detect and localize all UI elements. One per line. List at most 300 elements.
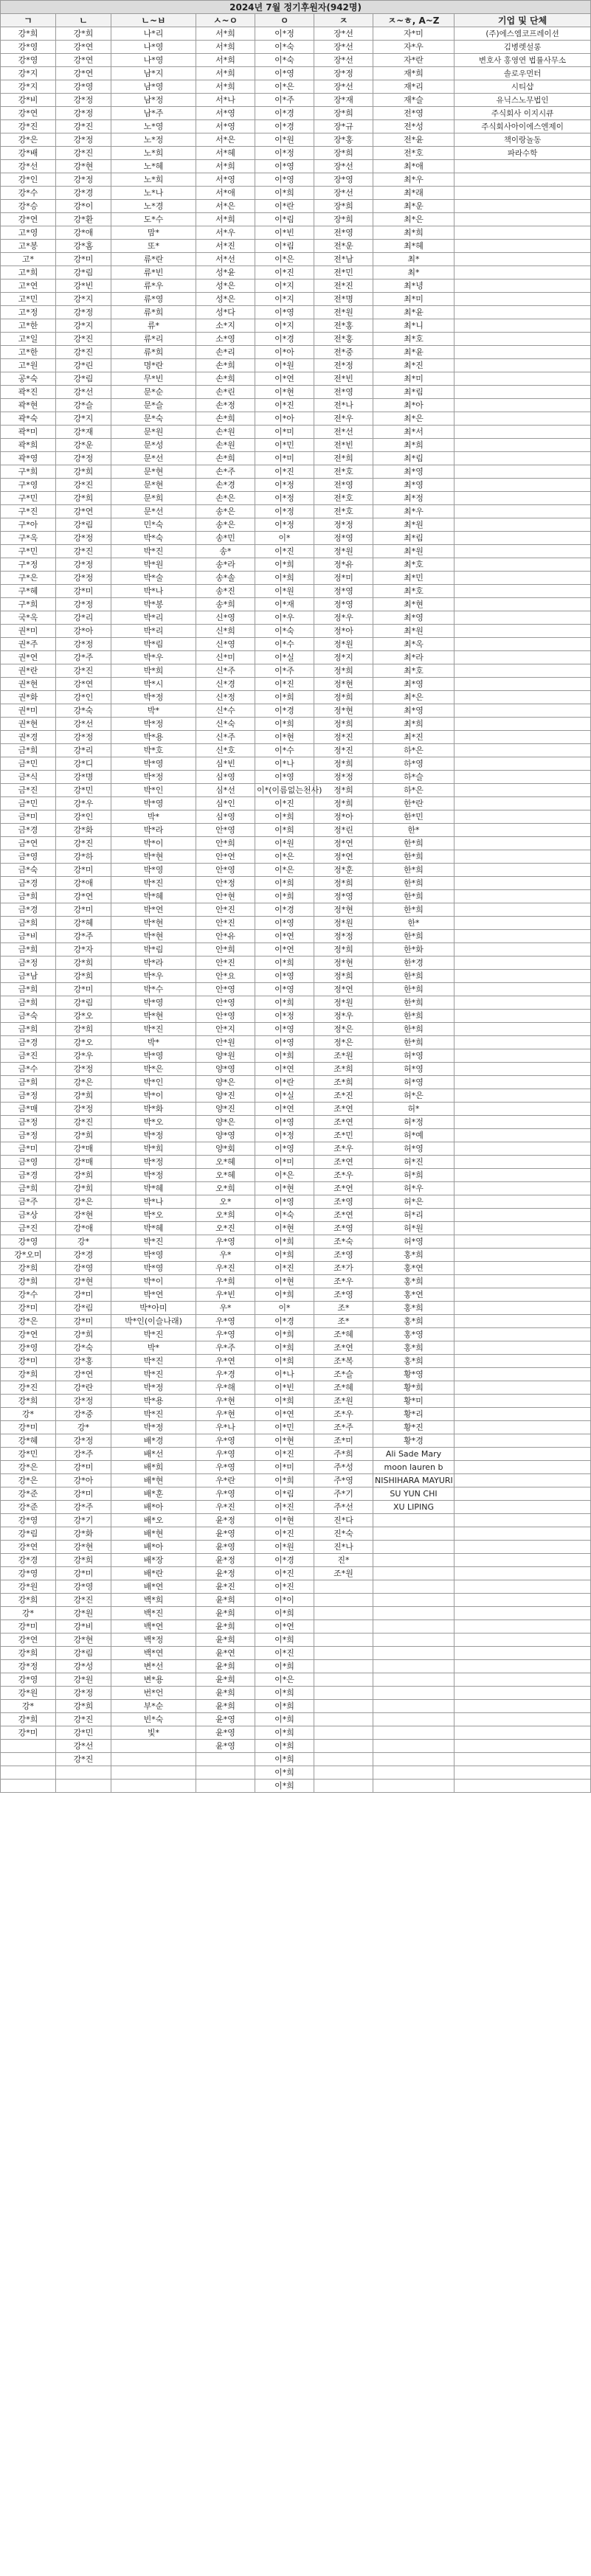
donor-name-cell: 이*희	[255, 1687, 314, 1700]
donor-name-cell: 이*지	[255, 293, 314, 306]
donor-name-cell: 금*식	[1, 771, 56, 784]
table-row	[1, 1474, 591, 1487]
donor-name-cell	[111, 1780, 196, 1793]
donor-name-cell: 강*림	[1, 1527, 56, 1541]
donor-name-cell: 정*현	[314, 903, 373, 917]
table-row	[1, 1142, 591, 1156]
donor-name-cell: 류*리	[111, 333, 196, 346]
organization-cell	[455, 1487, 591, 1501]
donor-name-cell: 강*연	[56, 890, 111, 903]
organization-cell	[455, 1341, 591, 1355]
donor-name-cell: 강*지	[1, 67, 56, 80]
donor-name-cell: 정*훈	[314, 864, 373, 877]
donor-name-cell: 금*경	[1, 877, 56, 890]
donor-name-cell: 강*연	[56, 67, 111, 80]
donor-name-cell: 정*영	[314, 585, 373, 598]
donor-name-cell: 정*정	[314, 930, 373, 943]
donor-name-cell: 손*원	[196, 426, 255, 439]
organization-cell: 주식회사 이지시큐	[455, 107, 591, 120]
donor-name-cell: 강*희	[56, 1023, 111, 1036]
table-row	[1, 1620, 591, 1634]
donor-name-cell: 강*우	[56, 797, 111, 810]
donor-name-cell: 금*영	[1, 850, 56, 864]
donor-name-cell: 강*명	[56, 771, 111, 784]
donor-name-cell: 조*슬	[314, 1368, 373, 1381]
donor-name-cell: 윤*영	[196, 1541, 255, 1554]
donor-name-cell: 강*연	[56, 41, 111, 54]
donor-name-cell: 오*	[196, 1195, 255, 1209]
donor-name-cell: 남*주	[111, 107, 196, 120]
donor-name-cell: 박*희	[111, 664, 196, 678]
donor-name-cell: 한*희	[373, 877, 455, 890]
donor-name-cell: 이*주	[255, 94, 314, 107]
donor-name-cell: 이*영	[255, 917, 314, 930]
donor-name-cell: 백*희	[111, 1594, 196, 1607]
donor-name-cell: 양*진	[196, 1103, 255, 1116]
donor-name-cell: 남*영	[111, 80, 196, 94]
organization-cell	[455, 1142, 591, 1156]
organization-cell	[455, 757, 591, 771]
donor-name-cell: 조*영	[314, 1195, 373, 1209]
organization-cell	[455, 903, 591, 917]
donor-name-cell: 허*영	[373, 1076, 455, 1089]
donor-name-cell: 강*영	[1, 41, 56, 54]
donor-name-cell: 강*정	[56, 133, 111, 147]
donor-name-cell: 이*희	[255, 1700, 314, 1713]
donor-name-cell: 안*진	[196, 957, 255, 970]
donor-name-cell: 황*리	[373, 1408, 455, 1421]
donor-name-cell: 우*영	[196, 1448, 255, 1461]
donor-name-cell: 이*희	[255, 1474, 314, 1487]
organization-cell	[455, 1448, 591, 1461]
donor-name-cell: 강*희	[56, 957, 111, 970]
donor-name-cell: 최*미	[373, 293, 455, 306]
donor-name-cell: 강*진	[56, 545, 111, 558]
donor-name-cell: 강*정	[56, 1103, 111, 1116]
donor-name-cell: 안*지	[196, 1023, 255, 1036]
donor-name-cell: 윤*희	[196, 1594, 255, 1607]
table-row	[1, 359, 591, 372]
donor-name-cell: 문*슬	[111, 399, 196, 412]
donor-name-cell: 우*란	[196, 1474, 255, 1487]
donor-name-cell: 최*우	[373, 505, 455, 518]
donor-name-cell: 전*호	[314, 465, 373, 479]
donor-name-cell: 곽*영	[1, 452, 56, 465]
donor-name-cell: 강*연	[56, 678, 111, 691]
donor-name-cell: 진*	[314, 1554, 373, 1567]
donor-name-cell: 박*아미	[111, 1302, 196, 1315]
donor-name-cell: 윤*희	[196, 1620, 255, 1634]
donor-name-cell: 이*영	[255, 771, 314, 784]
donor-name-cell: 한*희	[373, 890, 455, 903]
donor-name-cell: 홍*희	[373, 1249, 455, 1262]
table-row	[1, 319, 591, 333]
table-row	[1, 532, 591, 545]
donor-name-cell: 백*정	[111, 1634, 196, 1647]
donor-name-cell: 이*희	[255, 1235, 314, 1249]
donor-name-cell: 강*환	[56, 213, 111, 226]
table-row	[1, 1156, 591, 1169]
donor-name-cell: 이*희	[255, 1395, 314, 1408]
donor-name-cell: 한*희	[373, 930, 455, 943]
donor-name-cell: 허*예	[373, 1129, 455, 1142]
donor-name-cell: 강*미	[56, 1487, 111, 1501]
donor-name-cell: 한*희	[373, 864, 455, 877]
organization-cell	[455, 386, 591, 399]
organization-cell	[455, 651, 591, 664]
donor-name-cell: 이*희	[255, 1726, 314, 1740]
donor-name-cell: 강*주	[56, 1448, 111, 1461]
organization-cell	[455, 1222, 591, 1235]
organization-cell	[455, 253, 591, 266]
organization-cell	[455, 731, 591, 744]
donor-name-cell: 류*희	[111, 346, 196, 359]
organization-cell	[455, 1554, 591, 1567]
donor-name-cell: 서*은	[196, 200, 255, 213]
table-row	[1, 27, 591, 41]
donor-name-cell: 장*희	[314, 107, 373, 120]
donor-name-cell: 이*현	[255, 386, 314, 399]
column-header: 기업 및 단체	[455, 14, 591, 27]
donor-name-cell: 최*원	[373, 545, 455, 558]
donor-name-cell: 고*영	[1, 226, 56, 240]
donor-name-cell: 안*영	[196, 824, 255, 837]
donor-name-cell: 전*영	[314, 226, 373, 240]
donor-name-cell: 우*영	[196, 1328, 255, 1341]
donor-name-cell: 명*란	[111, 359, 196, 372]
table-row	[1, 120, 591, 133]
donor-name-cell: 서*희	[196, 160, 255, 173]
organization-cell	[455, 1434, 591, 1448]
donor-name-cell: 강*매	[56, 1156, 111, 1169]
donor-name-cell: 안*연	[196, 850, 255, 864]
donor-name-cell: 우*진	[196, 1262, 255, 1275]
donor-name-cell: 강*비	[56, 1620, 111, 1634]
donor-name-cell: 최*애	[373, 160, 455, 173]
donor-name-cell: 조*우	[314, 1275, 373, 1288]
donor-name-cell	[314, 1673, 373, 1687]
donor-name-cell: 윤*희	[196, 1634, 255, 1647]
donor-name-cell: 이*정	[255, 1010, 314, 1023]
donor-name-cell: 소*지	[196, 319, 255, 333]
donor-name-cell: 이*은	[255, 1673, 314, 1687]
donor-name-cell: 류*	[111, 319, 196, 333]
donor-name-cell: 우*주	[196, 1341, 255, 1355]
donor-name-cell: 자*우	[373, 41, 455, 54]
column-header: ㄱ	[1, 14, 56, 27]
table-row	[1, 306, 591, 319]
table-row	[1, 890, 591, 903]
table-row	[1, 160, 591, 173]
donor-name-cell: 안*영	[196, 864, 255, 877]
donor-name-cell: 이*숙	[255, 41, 314, 54]
donor-name-cell: 강*혜	[1, 1434, 56, 1448]
table-row	[1, 133, 591, 147]
donor-name-cell: 번*언	[111, 1687, 196, 1700]
donor-name-cell: 무*빈	[111, 372, 196, 386]
donor-name-cell: 금*숙	[1, 1010, 56, 1023]
table-row	[1, 837, 591, 850]
donor-name-cell	[314, 1766, 373, 1780]
donor-name-cell: 장*규	[314, 120, 373, 133]
donor-name-cell: 강*민	[56, 784, 111, 797]
table-row	[1, 850, 591, 864]
organization-cell	[455, 492, 591, 505]
donor-name-cell: 이*진	[255, 465, 314, 479]
table-row	[1, 877, 591, 890]
donor-name-cell: 강*승	[1, 200, 56, 213]
donor-name-cell: 최*혜	[373, 240, 455, 253]
donor-name-cell: 강*지	[56, 319, 111, 333]
donor-name-cell: 박*현	[111, 850, 196, 864]
table-row	[1, 226, 591, 240]
donor-name-cell	[373, 1527, 455, 1541]
organization-cell	[455, 1594, 591, 1607]
donor-name-cell: 전*빈	[314, 439, 373, 452]
donor-name-cell: 강*인	[1, 173, 56, 187]
donor-name-cell: 이*원	[255, 837, 314, 850]
donor-name-cell: 이*정	[255, 479, 314, 492]
donor-name-cell: 노*희	[111, 173, 196, 187]
table-row	[1, 1116, 591, 1129]
organization-cell	[455, 1010, 591, 1023]
donor-name-cell: 허*진	[373, 1156, 455, 1169]
donor-name-cell: 강*애	[56, 226, 111, 240]
organization-cell	[455, 1527, 591, 1541]
donor-name-cell: 금*미	[1, 1142, 56, 1156]
donor-name-cell: 문*현	[111, 479, 196, 492]
donor-name-cell: 강*진	[56, 1713, 111, 1726]
donor-name-cell: 강*영	[56, 1580, 111, 1594]
donor-name-cell: 이*란	[255, 1076, 314, 1089]
donor-name-cell: 박*진	[111, 1368, 196, 1381]
donor-name-cell: 박*라	[111, 824, 196, 837]
table-row	[1, 280, 591, 293]
donor-name-cell: 이*희	[255, 877, 314, 890]
donor-name-cell	[1, 1780, 56, 1793]
organization-cell	[455, 1328, 591, 1341]
donor-name-cell: 이*은	[255, 850, 314, 864]
donor-name-cell	[373, 1780, 455, 1793]
donor-name-cell: 강*미	[56, 1567, 111, 1580]
donor-name-cell: 강*림	[56, 1647, 111, 1660]
organization-cell	[455, 1673, 591, 1687]
donor-name-cell: 전*영	[373, 107, 455, 120]
donor-name-cell: 이*희	[255, 1607, 314, 1620]
donor-name-cell: 박*림	[111, 943, 196, 957]
donor-name-cell	[373, 1753, 455, 1766]
donor-name-cell: 박*현	[111, 930, 196, 943]
table-row	[1, 253, 591, 266]
donor-name-cell: 강*연	[56, 54, 111, 67]
donor-name-cell: 윤*영	[196, 1527, 255, 1541]
table-row	[1, 333, 591, 346]
donor-name-cell: 최*진	[373, 731, 455, 744]
organization-cell	[455, 1514, 591, 1527]
donor-name-cell: 빛*	[111, 1726, 196, 1740]
organization-cell	[455, 1129, 591, 1142]
column-header: ㅇ	[255, 14, 314, 27]
donor-name-cell	[314, 1753, 373, 1766]
donor-name-cell: 나*리	[111, 27, 196, 41]
table-row	[1, 293, 591, 306]
donor-name-cell: 허*	[373, 1103, 455, 1116]
organization-cell	[455, 1687, 591, 1700]
donor-name-cell: 강*희	[1, 1368, 56, 1381]
donor-name-cell: 강*미	[56, 585, 111, 598]
donor-name-cell: 박*영	[111, 797, 196, 810]
donor-name-cell: 안*진	[196, 903, 255, 917]
donor-name-cell: 윤*영	[196, 1740, 255, 1753]
donor-name-cell: 이*미	[255, 426, 314, 439]
donor-name-cell: 이*진	[255, 1580, 314, 1594]
donor-name-cell: 허*영	[373, 1049, 455, 1063]
donor-name-cell: 송*	[196, 545, 255, 558]
donor-name-cell: 재*슬	[373, 94, 455, 107]
table-row	[1, 917, 591, 930]
organization-cell	[455, 1315, 591, 1328]
donor-name-cell: 금*희	[1, 943, 56, 957]
donor-name-cell: 최*옥	[373, 638, 455, 651]
donor-name-cell: 강*정	[56, 1063, 111, 1076]
donor-name-cell: 강*재	[56, 426, 111, 439]
table-row	[1, 983, 591, 996]
donor-name-cell: 이*희	[255, 572, 314, 585]
table-row	[1, 1169, 591, 1182]
table-row	[1, 1275, 591, 1288]
donor-name-cell: 서*혜	[196, 147, 255, 160]
donor-name-cell	[314, 1607, 373, 1620]
donor-name-cell: 정*현	[314, 678, 373, 691]
donor-name-cell: 박*은	[111, 1063, 196, 1076]
donor-name-cell: 조*진	[314, 1089, 373, 1103]
table-row	[1, 1514, 591, 1527]
donor-name-cell: 배*현	[111, 1474, 196, 1487]
donor-name-cell: 강*진	[56, 479, 111, 492]
donor-name-cell: 손*은	[196, 492, 255, 505]
donor-name-cell: 신*수	[196, 704, 255, 718]
donor-name-cell: 강*주	[56, 930, 111, 943]
organization-cell	[455, 426, 591, 439]
donor-name-cell: 강*영	[1, 1235, 56, 1249]
donor-name-cell: 강*정	[56, 1434, 111, 1448]
donor-name-cell: 한*	[373, 917, 455, 930]
donor-name-cell: 국*옥	[1, 611, 56, 625]
donor-name-cell: 전*빈	[314, 372, 373, 386]
donor-name-cell: 금*희	[1, 744, 56, 757]
table-row	[1, 1235, 591, 1249]
donor-name-cell: 최*영	[373, 611, 455, 625]
donor-name-cell: 류*희	[111, 306, 196, 319]
donor-name-cell: 강*진	[56, 1594, 111, 1607]
donor-name-cell: 이*희	[255, 957, 314, 970]
donor-name-cell: 강*주	[56, 1501, 111, 1514]
donor-name-cell: 한*	[373, 824, 455, 837]
organization-cell	[455, 226, 591, 240]
donor-name-cell: 이*희	[255, 1634, 314, 1647]
donor-name-cell: 조*원	[314, 1049, 373, 1063]
organization-cell	[455, 1740, 591, 1753]
donor-name-cell: 금*희	[1, 1023, 56, 1036]
donor-name-cell: 박*술	[111, 572, 196, 585]
donor-name-cell: 이*영	[255, 306, 314, 319]
donor-name-cell: 송*은	[196, 518, 255, 532]
donor-name-cell: 금*희	[1, 917, 56, 930]
table-row	[1, 1288, 591, 1302]
donor-name-cell: 박*영	[111, 1049, 196, 1063]
donor-name-cell: 금*숙	[1, 864, 56, 877]
donor-name-cell: 양*회	[196, 1142, 255, 1156]
donor-name-cell: 이*희	[255, 1766, 314, 1780]
donor-name-cell: 고*희	[1, 266, 56, 280]
table-row	[1, 1647, 591, 1660]
donor-name-cell: 조*영	[314, 1288, 373, 1302]
organization-cell: 시티샵	[455, 80, 591, 94]
donor-name-cell: 이*숙	[255, 625, 314, 638]
donor-name-cell: 손*희	[196, 452, 255, 465]
donor-name-cell: 구*옥	[1, 532, 56, 545]
donor-name-cell: 박*림	[111, 638, 196, 651]
donor-name-cell: 신*정	[196, 691, 255, 704]
donor-name-cell: 이*수	[255, 744, 314, 757]
table-row	[1, 598, 591, 611]
donor-name-cell: 양*영	[196, 1129, 255, 1142]
donor-name-cell: 강*	[56, 1235, 111, 1249]
donor-name-cell: 이*현	[255, 731, 314, 744]
organization-cell: 주식회사아이에스엔제이	[455, 120, 591, 133]
donor-name-cell: 최*호	[373, 664, 455, 678]
donor-name-cell: 공*숙	[1, 372, 56, 386]
donor-name-cell: 이*영	[255, 173, 314, 187]
donor-name-cell: 최*영	[373, 678, 455, 691]
donor-name-cell: 손*정	[196, 399, 255, 412]
donor-name-cell: 이*지	[255, 319, 314, 333]
table-row	[1, 94, 591, 107]
donor-name-cell: 신*희	[196, 625, 255, 638]
donor-name-cell: 주*기	[314, 1487, 373, 1501]
donor-name-cell: 장*선	[314, 160, 373, 173]
donor-name-cell: 손*원	[196, 439, 255, 452]
donor-name-cell: 조*복	[314, 1355, 373, 1368]
donor-name-cell: 박*	[111, 1341, 196, 1355]
donor-name-cell: 최*진	[373, 359, 455, 372]
donor-name-cell: 최*희	[373, 226, 455, 240]
table-row	[1, 824, 591, 837]
donor-name-cell: 최*니	[373, 319, 455, 333]
donor-name-cell: 정*희	[314, 797, 373, 810]
donor-name-cell: 이*연	[255, 1620, 314, 1634]
donor-name-cell: 강*준	[1, 1501, 56, 1514]
donor-name-cell: 정*영	[314, 532, 373, 545]
donor-name-cell: 최*호	[373, 585, 455, 598]
donor-name-cell: 이*희	[255, 1249, 314, 1262]
donor-name-cell: 정*원	[314, 545, 373, 558]
donor-name-cell: 이*림	[255, 1487, 314, 1501]
donor-name-cell: 박*라	[111, 957, 196, 970]
donor-name-cell: 최*영	[373, 479, 455, 492]
donor-name-cell: 손*희	[196, 412, 255, 426]
organization-cell	[455, 1607, 591, 1620]
organization-cell	[455, 1766, 591, 1780]
donor-name-cell: 손*린	[196, 386, 255, 399]
organization-cell	[455, 864, 591, 877]
donor-name-cell: 이*민	[255, 439, 314, 452]
table-row	[1, 1421, 591, 1434]
donor-name-cell: 고*원	[1, 359, 56, 372]
donor-name-cell: 허*영	[373, 1142, 455, 1156]
donor-name-cell	[1, 1740, 56, 1753]
organization-cell	[455, 930, 591, 943]
